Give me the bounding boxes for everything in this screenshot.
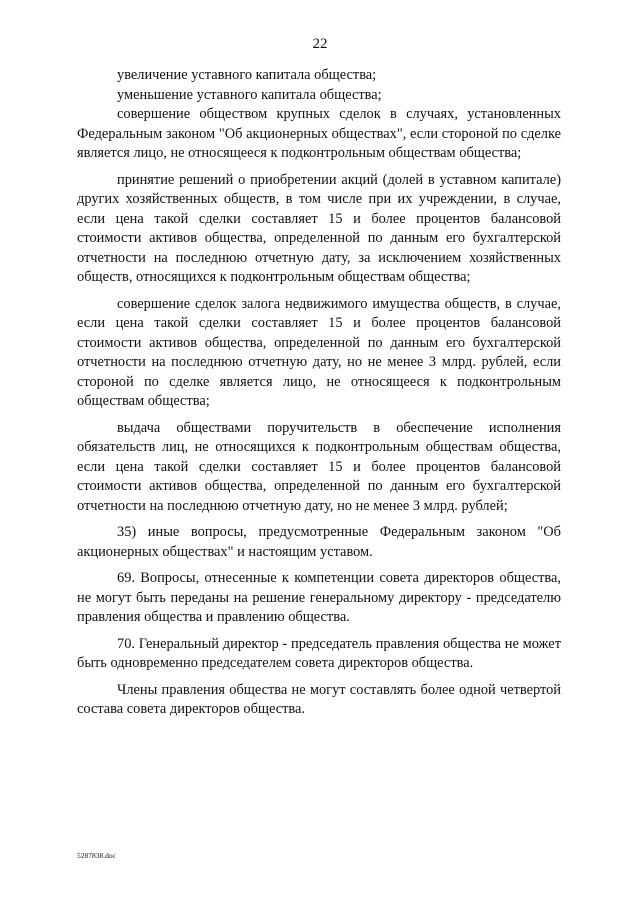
paragraph-guarantees: выдача обществами поручительств в обеспечение исполнения обязательств лиц, не относящихся к подконтрольным обществам общества, если цена такой сделки составляет 15 и более процентов балансовой стоимости активов общества, определенной по данным его бухгалтерской отчетности на последнюю отчетную дату, но не менее 3 млрд. рублей;	[77, 419, 561, 514]
paragraph-item-70: 70. Генеральный директор - председатель правления общества не может быть одновременно председателем совета директоров общества.	[77, 635, 561, 671]
document-body	[77, 66, 561, 720]
paragraph-item-69: 69. Вопросы, отнесенные к компетенции совета директоров общества, не могут быть переданы на решение генеральному директору - председателю правления общества и правлению общества.	[77, 570, 561, 625]
paragraph-capital-decrease: уменьшение уставного капитала общества;	[117, 86, 382, 103]
paragraph-capital-increase: увеличение уставного капитала общества;	[117, 67, 377, 83]
paragraph-board-members: Члены правления общества не могут составлять более одной четвертой состава совета директоров общества.	[77, 681, 561, 717]
document-file-code: 5287838.doc	[77, 851, 116, 860]
paragraph-share-acquisition: принятие решений о приобретении акций (долей в уставном капитале) других хозяйственных обществ, в том числе при их учреждении, в случае, если цена такой сделки составляет 15 и более процентов балансовой стоимости активов общества, определенной по данным его бухгалтерской отчетности на последнюю отчетную дату, за исключением хозяйственных обществ, относящихся к подконтрольным обществам общества;	[77, 171, 561, 285]
paragraph-real-estate-pledge: совершение сделок залога недвижимого имущества обществ, в случае, если цена такой сделки составляет 15 и более процентов балансовой стоимости активов общества, определенной по данным его бухгалтерской отчетности на последнюю отчетную дату, но не менее 3 млрд. рублей, если стороной по сделке является лицо, не относящееся к подконтрольным обществам общества;	[77, 295, 561, 409]
paragraph-item-35: 35) иные вопросы, предусмотренные Федеральным законом "Об акционерных обществах" и настоящим уставом.	[77, 524, 561, 560]
page-number: 22	[312, 36, 328, 52]
paragraph-major-transactions: совершение обществом крупных сделок в случаях, установленных Федеральным законом "Об акционерных обществах", если стороной по сделке является лицо, не относящееся к подконтрольным обществам общества;	[77, 106, 561, 161]
